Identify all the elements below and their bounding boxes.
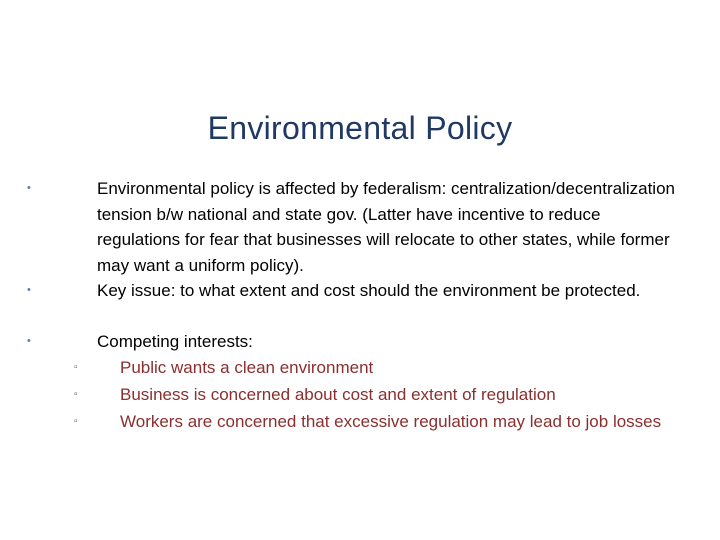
sub-bullet-marker: ▫ (74, 362, 78, 373)
bullet-marker: • (27, 335, 31, 347)
sub-bullet-marker: ▫ (74, 389, 78, 400)
slide-title: Environmental Policy (207, 110, 513, 146)
bullet-marker: • (27, 182, 31, 194)
sub-bullet-text: Public wants a clean environment (120, 358, 374, 377)
sub-bullet-marker: ▫ (74, 416, 78, 427)
bullet-marker: • (27, 284, 31, 296)
bullet-text: Key issue: to what extent and cost should the environment be protected. (97, 281, 641, 300)
bullet-text: Environmental policy is affected by federalism: centralization/decentralization tension b/w national and state gov. (Latter have incentive to reduce regulations for fear that businesses will relocate to other states, while former may want a uniform policy). (97, 179, 675, 275)
sub-bullet-text: Workers are concerned that excessive regulation may lead to job losses (120, 412, 662, 431)
bullet-text: Competing interests: (97, 332, 253, 351)
sub-bullet-text: Business is concerned about cost and extent of regulation (120, 385, 556, 404)
